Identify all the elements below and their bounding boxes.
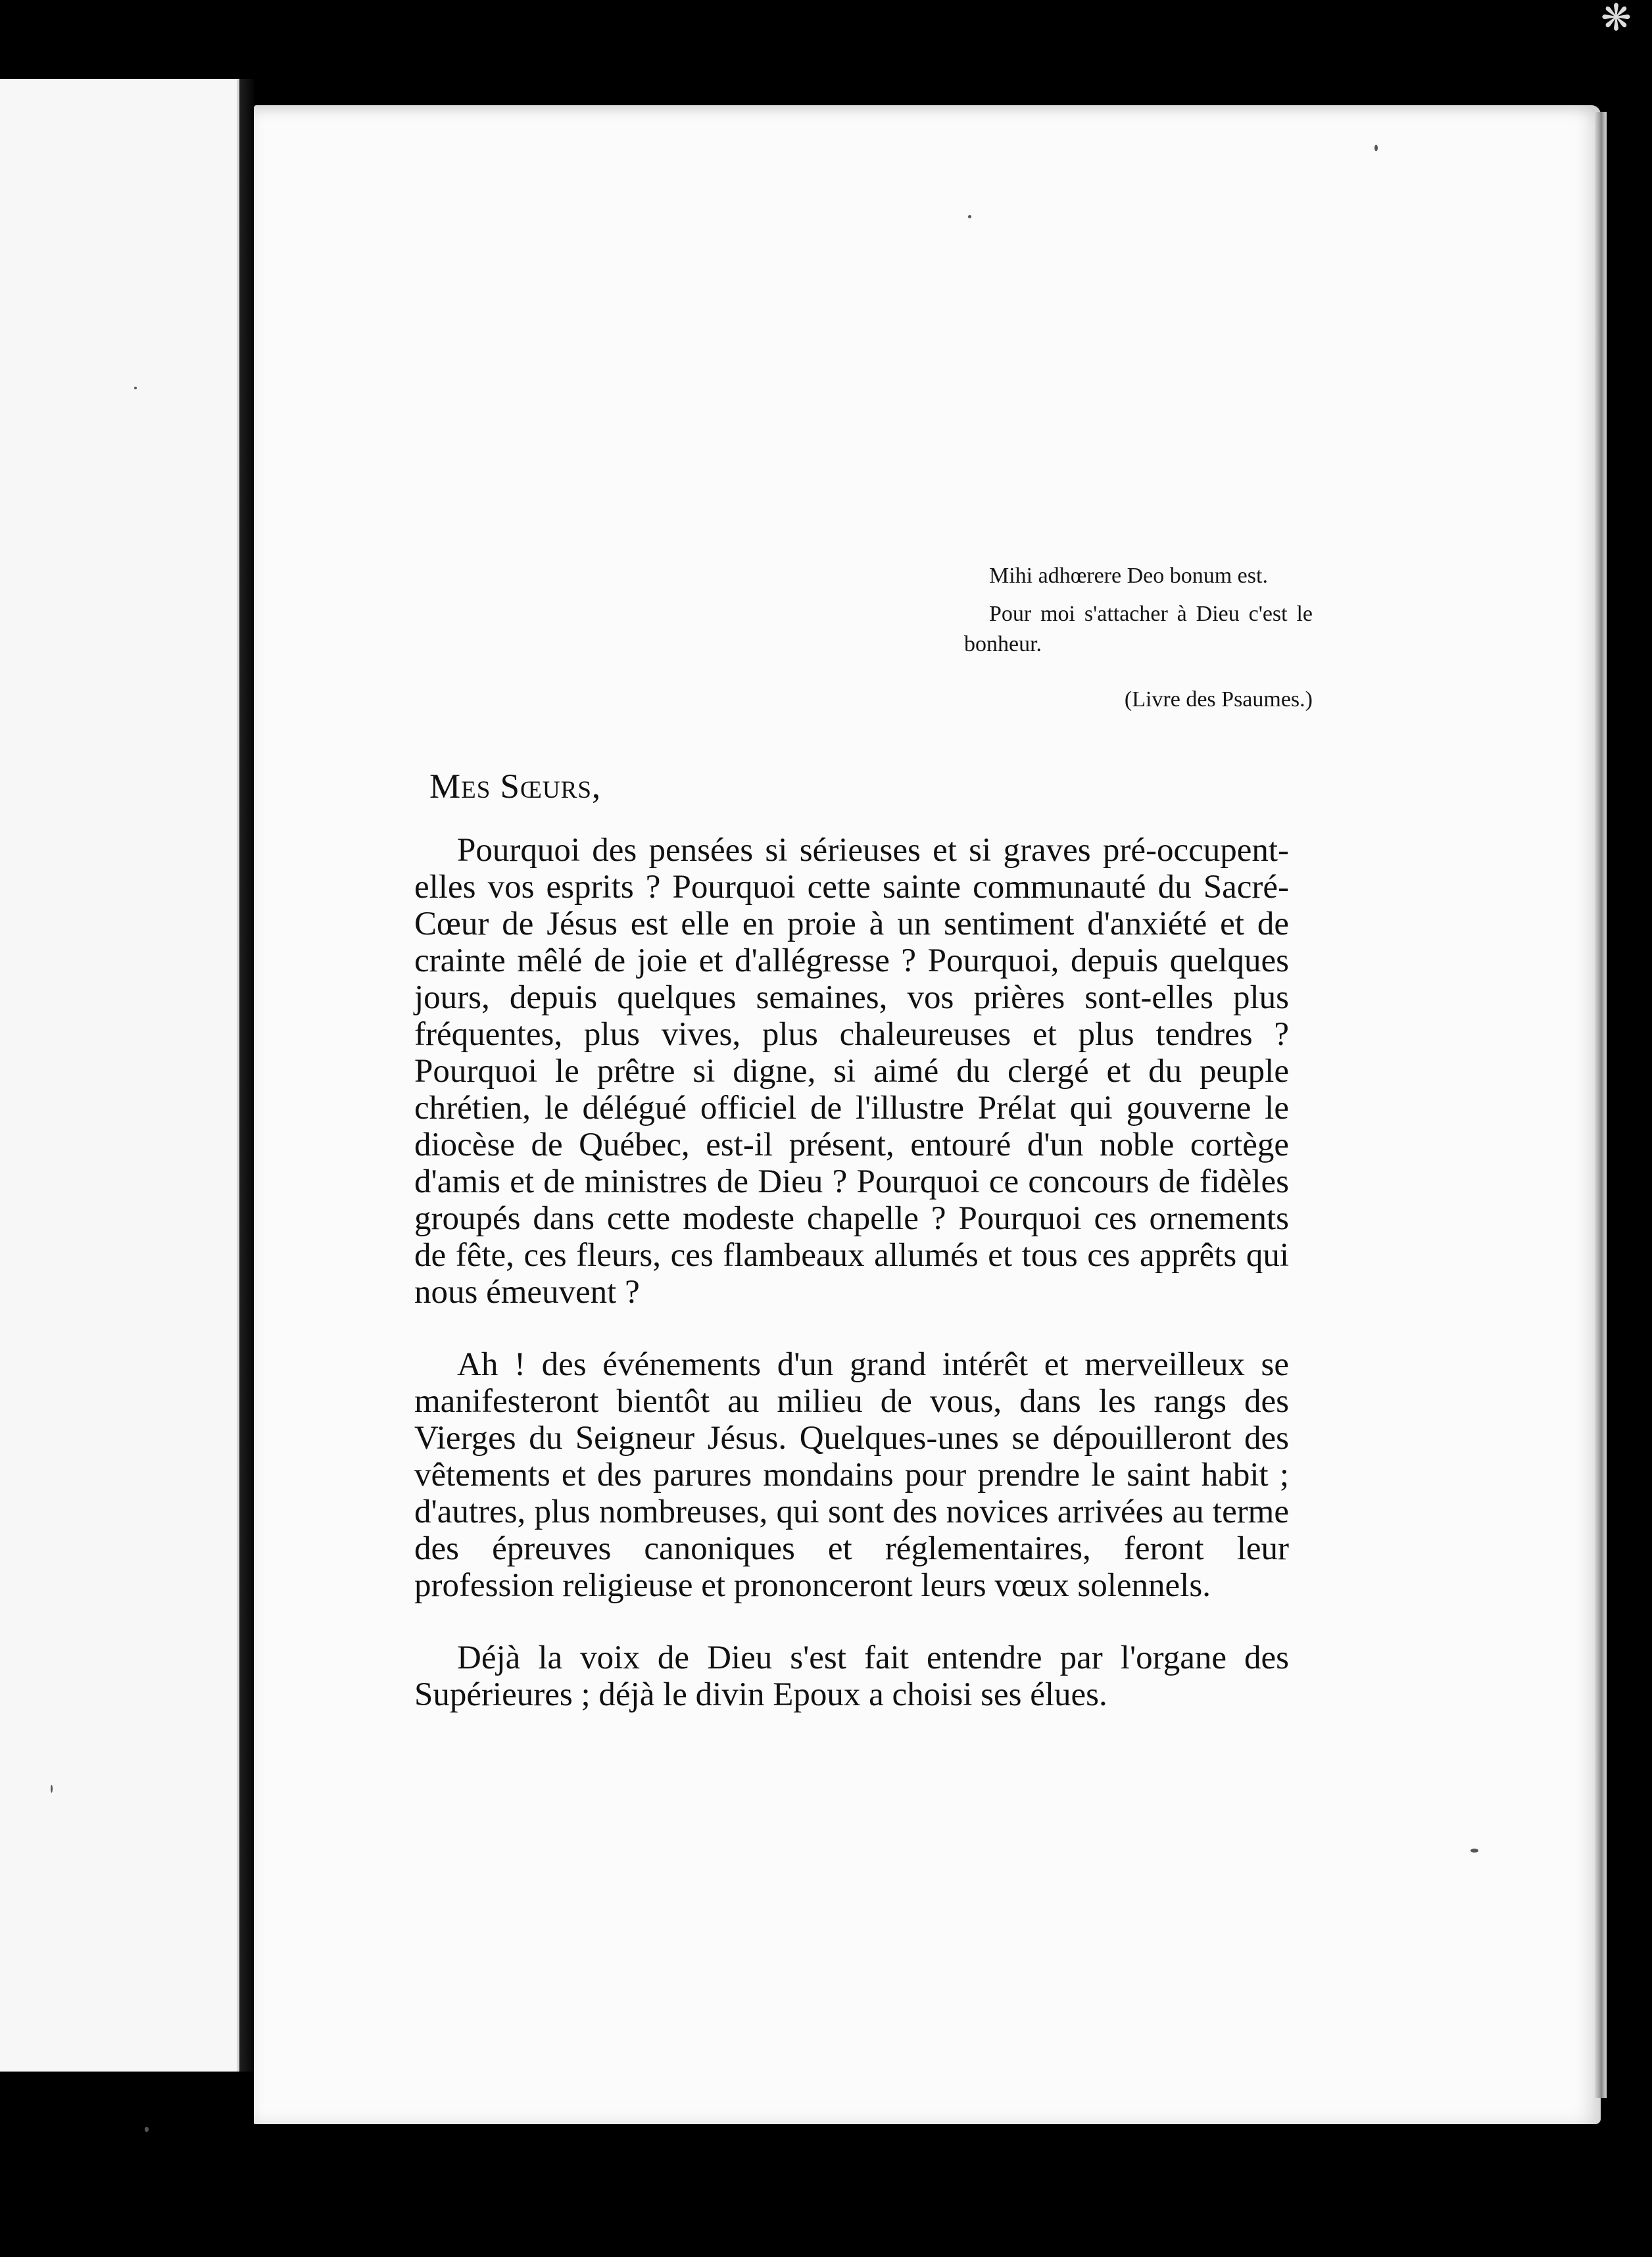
paragraph: Ah ! des événements d'un grand intérêt et merveilleux se manifesteront bientôt au milieu de vous, dans les rangs des Vierges du Seigneur Jésus. Quelques-unes se dépouilleront des vêtements et des parures mondains pour prendre le saint habit ; d'autres, plus nombreuses, qui sont des novices arrivées au terme des épreuves canoniques et réglementaires, feront leur profession religieuse et prononceront leurs vœux solennels. bbox=[414, 1346, 1289, 1604]
body-text bbox=[414, 832, 1289, 1749]
paragraph: Déjà la voix de Dieu s'est fait entendre par l'organe des Supérieures ; déjà le divin Epoux a choisi ses élues. bbox=[414, 1639, 1289, 1713]
left-page bbox=[0, 79, 239, 2072]
dust-speck bbox=[145, 2127, 149, 2132]
salutation: Mes Sœurs, bbox=[429, 767, 602, 806]
epigraph-source: (Livre des Psaumes.) bbox=[1124, 687, 1313, 712]
dust-speck bbox=[968, 215, 971, 218]
book-gutter bbox=[239, 79, 254, 2072]
dust-speck bbox=[1470, 1849, 1478, 1853]
page-edge bbox=[1595, 112, 1607, 2098]
epigraph-french: Pour moi s'attacher à Dieu c'est le bonheur. bbox=[964, 602, 1313, 656]
dust-speck bbox=[134, 387, 137, 389]
dust-speck bbox=[1374, 145, 1378, 151]
corner-scan-mark: ❋ bbox=[1601, 0, 1632, 39]
dust-speck bbox=[51, 1785, 53, 1793]
epigraph-latin: Mihi adhœrere Deo bonum est. bbox=[989, 564, 1268, 588]
epigraph bbox=[964, 561, 1313, 715]
paragraph: Pourquoi des pensées si sérieuses et si graves pré-occupent-elles vos esprits ? Pourquoi cette sainte communauté du Sacré-Cœur de Jésus est elle en proie à un sentiment d'anxiété et de crainte mêlé de joie et d'allégresse ? Pourquoi, depuis quelques jours, depuis quelques semaines, vos prières sont-elles plus fréquentes, plus vives, plus chaleureuses et plus tendres ? Pourquoi le prêtre si digne, si aimé du clergé et du peuple chrétien, le délégué officiel de l'illustre Prélat qui gouverne le diocèse de Québec, est-il présent, entouré d'un noble cortège d'amis et de ministres de Dieu ? Pourquoi ce concours de fidèles groupés dans cette modeste chapelle ? Pourquoi ces ornements de fête, ces fleurs, ces flambeaux allumés et tous ces apprêts qui nous émeuvent ? bbox=[414, 832, 1289, 1311]
